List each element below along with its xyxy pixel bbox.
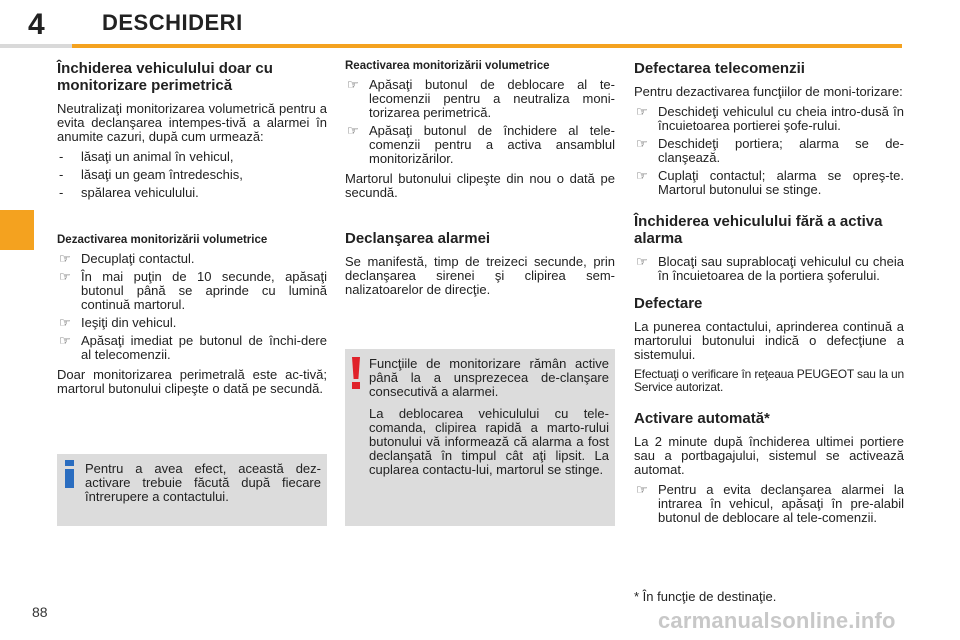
column-middle <box>345 60 615 303</box>
footnote: * În funcţie de destinaţie. <box>634 589 777 604</box>
pointing-hand-icon: ☞ <box>636 104 648 119</box>
subsection-title-deactivation: Dezactivarea monitorizării volumetrice <box>57 234 268 246</box>
dash-mark: - <box>59 149 64 164</box>
page-number: 88 <box>32 604 48 620</box>
list-item: ☞ Pentru a evita declanşarea alarmei la intrarea în vehicul, apăsaţi în pre-alabil butonul de deblocare al tele-comenzii. <box>636 482 904 525</box>
list-item: ☞ Cuplaţi contactul; alarma se opreş-te. Martorul butonului se stinge. <box>636 168 904 197</box>
exclamation-icon <box>352 357 362 391</box>
steps-list <box>634 483 904 525</box>
pointing-hand-icon: ☞ <box>59 251 71 266</box>
pointing-hand-icon: ☞ <box>636 482 648 497</box>
list-item: ☞ Ieşiţi din vehicul. <box>59 315 177 330</box>
paragraph-outro: Martorul butonului clipeşte din nou o dată pe secundă. <box>345 171 615 200</box>
section-title-perimeter-lock: Închiderea vehiculului doar cu monitorizare perimetrică <box>57 60 273 94</box>
paragraph-outro: Doar monitorizarea perimetrală este ac-tivă; martorul butonului clipeşte o dată pe secundă. <box>57 367 327 396</box>
section-title-lock-without-alarm: Închiderea vehiculului fără a activa alarma <box>634 213 883 247</box>
paragraph-fault: La punerea contactului, aprinderea continuă a martorului butonului indică o defecţiune a sistemului. <box>634 319 904 362</box>
warning-text-1: Funcţiile de monitorizare rămân active până la a unsprezecea de-clanşare consecutivă a alarmei. <box>369 356 609 399</box>
pointing-hand-icon: ☞ <box>636 254 648 269</box>
section-title-remote-failure: Defectarea telecomenzii <box>634 60 805 77</box>
pointing-hand-icon: ☞ <box>347 123 359 138</box>
steps-list <box>634 105 904 197</box>
paragraph-remote-intro: Pentru dezactivarea funcţiilor de moni-torizare: <box>634 84 903 99</box>
header-rule <box>0 44 902 48</box>
paragraph-intro: Neutralizaţi monitorizarea volumetrică pentru a evita declanşarea intempes-tivă a alarmei în anumite cazuri, după cum urmează: <box>57 101 327 144</box>
section-title-auto-activation: Activare automată* <box>634 410 770 427</box>
steps-list <box>634 255 904 283</box>
pointing-hand-icon: ☞ <box>59 269 71 284</box>
list-item: ☞ Blocaţi sau suprablocaţi vehiculul cu cheia în încuietoarea de la portiera şoferului. <box>636 254 904 283</box>
steps-list <box>57 252 327 362</box>
dash-mark: - <box>59 167 64 182</box>
list-item: ☞ În mai puţin de 10 secunde, apăsaţi butonul până se aprinde cu lumină continuă martorul. <box>59 269 327 312</box>
list-item: ☞ Apăsaţi butonul de închidere al tele-comenzii pentru a activa ansamblul monitorizărilor. <box>347 123 615 166</box>
list-item: - spălarea vehiculului. <box>59 185 199 200</box>
info-text: Pentru a avea efect, această dez-activare trebuie făcută după fiecare întrerupere a contactului. <box>85 461 321 504</box>
list-item: ☞ Apăsaţi imediat pe butonul de închi-dere al telecomenzii. <box>59 333 327 362</box>
warning-box <box>345 349 615 526</box>
pointing-hand-icon: ☞ <box>59 315 71 330</box>
warning-text-2: La deblocarea vehiculului cu tele-comanda, clipirea rapidă a marto-rului butonului vă informează că alarma a fost declanşată în timpul cât aţi lipsit. La cuplarea contactu-lui, martorul se stinge. <box>369 406 609 477</box>
paragraph-alarm: Se manifestă, timp de treizeci secunde, prin declanşarea sirenei şi clipirea sem-nalizatoarelor de direcţie. <box>345 254 615 297</box>
dash-mark: - <box>59 185 64 200</box>
section-title-alarm-trigger: Declanşarea alarmei <box>345 230 491 247</box>
pointing-hand-icon: ☞ <box>636 168 648 183</box>
list-item: ☞ Decuplaţi contactul. <box>59 251 195 266</box>
list-item: ☞ Apăsaţi butonul de deblocare al te-lecomenzii pentru a neutraliza moni-torizarea perimetrică. <box>347 77 615 120</box>
subsection-title-reactivation: Reactivarea monitorizării volumetrice <box>345 60 550 72</box>
watermark: carmanualsonline.info <box>658 608 896 633</box>
dash-list <box>57 150 327 200</box>
column-left <box>57 60 327 402</box>
pointing-hand-icon: ☞ <box>59 333 71 348</box>
list-item: - lăsaţi un animal în vehicul, <box>59 149 234 164</box>
steps-list <box>345 78 615 166</box>
chapter-title: DESCHIDERI <box>102 10 243 35</box>
paragraph-fault-note: Efectuaţi o verificare în reţeaua PEUGEOT sau la un Service autorizat. <box>634 367 904 394</box>
info-box <box>57 454 327 526</box>
list-item: ☞ Deschideţi vehiculul cu cheia intro-dusă în încuietoarea portierei şofe-rului. <box>636 104 904 133</box>
column-right <box>634 60 904 531</box>
list-item: - lăsaţi un geam întredeschis, <box>59 167 243 182</box>
paragraph-auto: La 2 minute după închiderea ultimei portiere sau a portbagajului, sistemul se activează automat. <box>634 434 904 477</box>
pointing-hand-icon: ☞ <box>347 77 359 92</box>
section-title-fault: Defectare <box>634 295 703 312</box>
chapter-number: 4 <box>28 8 45 41</box>
info-icon <box>63 460 77 490</box>
list-item: ☞ Deschideţi portiera; alarma se de-clanşează. <box>636 136 904 165</box>
pointing-hand-icon: ☞ <box>636 136 648 151</box>
chapter-side-tab <box>0 210 34 250</box>
